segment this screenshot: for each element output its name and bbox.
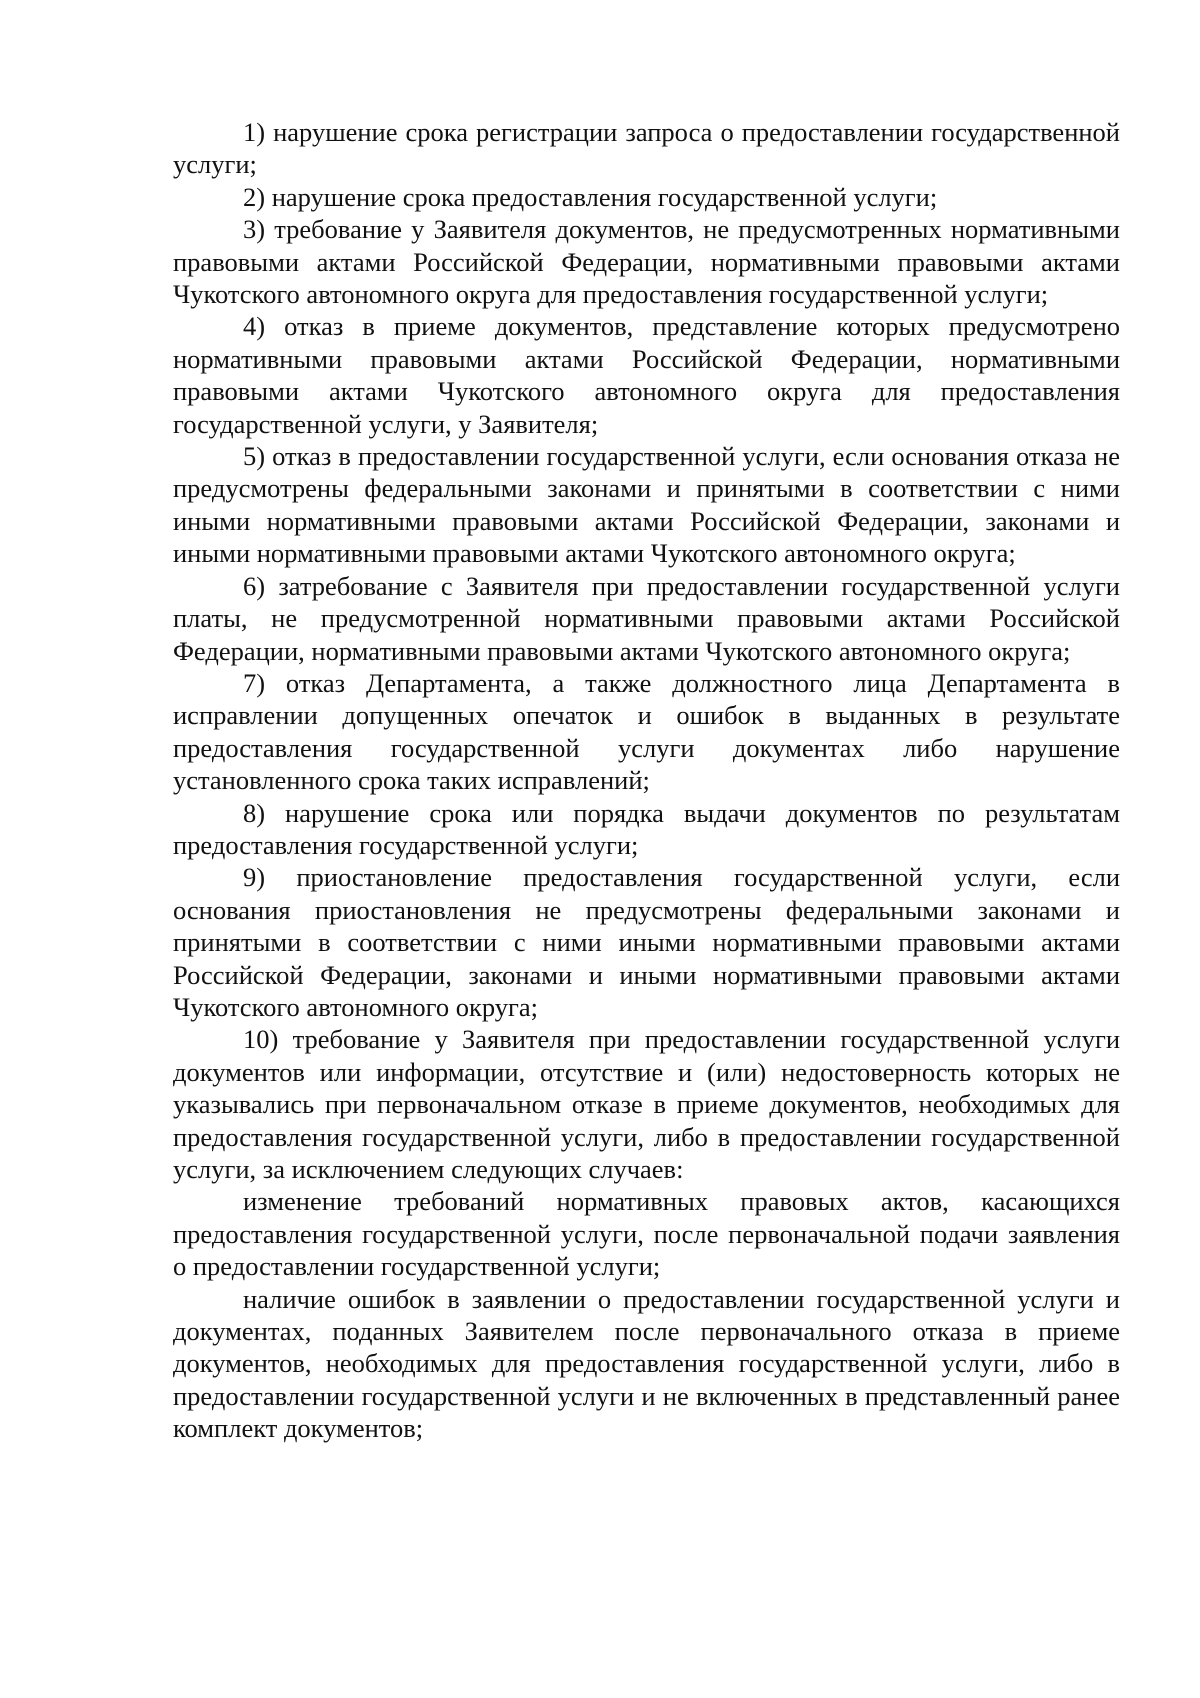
paragraph-item-5: 5) отказ в предоставлении государственной услуги, если основания отказа не предусмотрены федеральными законами и принятыми в соответствии с ними иными нормативными правовыми актами Российской Федерации, законами и иными нормативными правовыми актами Чукотского автономного округа;: [173, 441, 1127, 569]
paragraph-exception-1: изменение требований нормативных правовых актов, касающихся предоставления государственной услуги, после первоначальной подачи заявления о предоставлении государственной услуги;: [173, 1186, 1127, 1282]
paragraph-item-9: 9) приостановление предоставления государственной услуги, если основания приостановления не предусмотрены федеральными законами и принятыми в соответствии с ними иными нормативными правовыми актами Российской Федерации, законами и иными нормативными правовыми актами Чукотского автономного округа;: [173, 862, 1127, 1022]
paragraph-item-4: 4) отказ в приеме документов, представление которых предусмотрено нормативными правовыми актами Российской Федерации, нормативными правовыми актами Чукотского автономного округа для предоставления государственной услуги, у Заявителя;: [173, 311, 1127, 439]
paragraph-item-8: 8) нарушение срока или порядка выдачи документов по результатам предоставления государственной услуги;: [173, 797, 1127, 860]
paragraph-item-6: 6) затребование с Заявителя при предоставлении государственной услуги платы, не предусмотренной нормативными правовыми актами Российской Федерации, нормативными правовыми актами Чукотского автономного округа;: [173, 570, 1127, 666]
paragraph-item-1: 1) нарушение срока регистрации запроса о предоставлении государственной услуги;: [173, 117, 1127, 180]
paragraph-exception-2: наличие ошибок в заявлении о предоставлении государственной услуги и документах, поданных Заявителем после первоначального отказа в приеме документов, необходимых для предоставления государственной услуги, либо в предоставлении государственной услуги и не включенных в представленный ранее комплект документов;: [173, 1283, 1127, 1444]
document-body: [173, 116, 1127, 1445]
paragraph-item-7: 7) отказ Департамента, а также должностного лица Департамента в исправлении допущенных опечаток и ошибок в выданных в результате предоставления государственной услуги документах либо нарушение установленного срока таких исправлений;: [173, 667, 1127, 796]
paragraph-item-2: 2) нарушение срока предоставления государственной услуги;: [243, 181, 938, 212]
paragraph-item-10: 10) требование у Заявителя при предоставлении государственной услуги документов или информации, отсутствие и (или) недостоверность которых не указывались при первоначальном отказе в приеме документов, необходимых для предоставления государственной услуги, либо в предоставлении государственной услуги, за исключением следующих случаев:: [173, 1024, 1127, 1184]
paragraph-item-3: 3) требование у Заявителя документов, не предусмотренных нормативными правовыми актами Российской Федерации, нормативными правовыми актами Чукотского автономного округа для предоставления государственной услуги;: [173, 214, 1127, 310]
